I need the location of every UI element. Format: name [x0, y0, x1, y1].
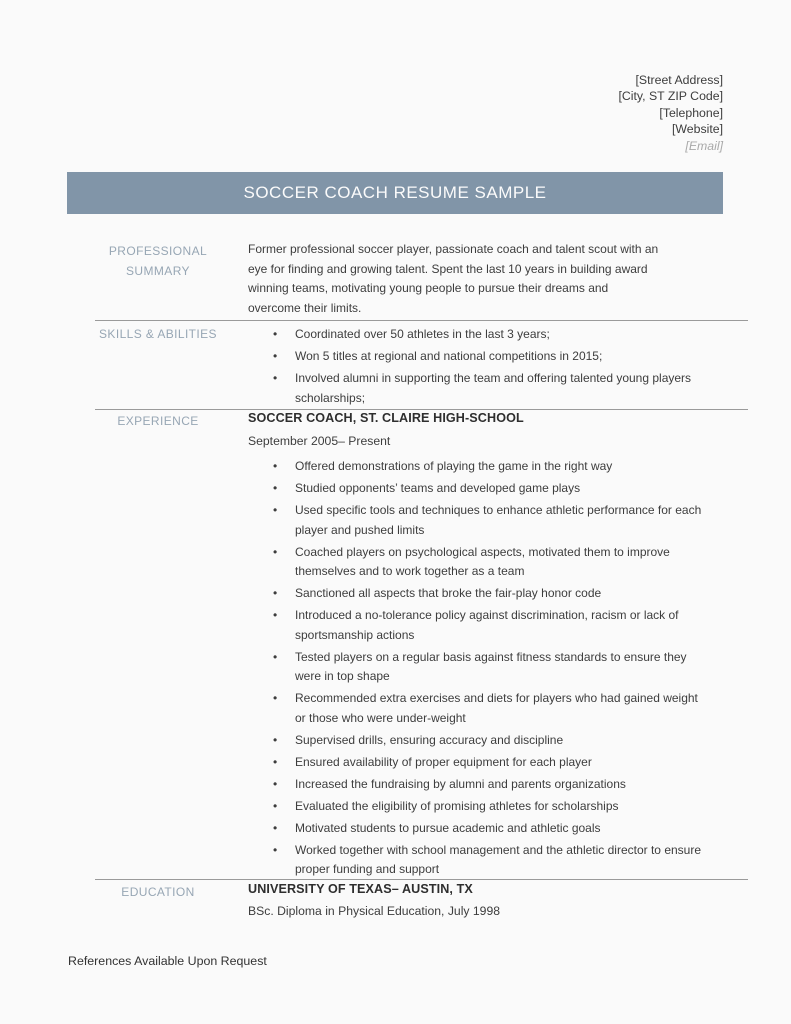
section-label-education	[97, 882, 219, 902]
experience-bullet: • Increased the fundraising by alumni and parents organizations	[248, 775, 703, 795]
contact-street: [Street Address]	[635, 73, 723, 87]
label-experience: EXPERIENCE	[117, 414, 199, 428]
divider-experience	[95, 409, 748, 410]
divider-skills	[95, 320, 748, 321]
references-note: References Available Upon Request	[68, 954, 267, 968]
contact-website: [Website]	[671, 122, 723, 137]
experience-bullet: • Introduced a no-tolerance policy against discrimination, racism or lack of sportsmanship actions	[248, 606, 703, 645]
section-label-professional-summary	[97, 241, 219, 281]
experience-bullet: • Evaluated the eligibility of promising athletes for scholarships	[248, 797, 703, 817]
job-dates: September 2005– Present	[248, 434, 391, 448]
contact-city: [City, ST ZIP Code]	[618, 89, 723, 104]
experience-bullet-list	[248, 457, 703, 880]
experience-bullet: • Used specific tools and techniques to enhance athletic performance for each player and pushed limits	[248, 501, 703, 540]
label-professional: PROFESSIONAL	[108, 244, 208, 258]
experience-bullet: • Offered demonstrations of playing the game in the right way	[248, 457, 703, 477]
title-banner	[67, 172, 723, 214]
skills-bullet-list	[248, 325, 703, 408]
experience-bullet: • Worked together with school management and the athletic director to ensure proper funding and support	[248, 841, 703, 880]
label-summary: SUMMARY	[126, 264, 190, 278]
summary-text: Former professional soccer player, passionate coach and talent scout with an eye for finding and growing talent. Spent the last 10 years in building award winning teams, motivating young people to pursue their dreams and overcome their limits.	[248, 242, 659, 315]
contact-telephone: [Telephone]	[659, 105, 723, 120]
experience-content	[248, 411, 702, 882]
experience-bullet: • Coached players on psychological aspects, motivated them to improve themselves and to work together as a team	[248, 543, 703, 582]
education-content	[248, 882, 660, 918]
job-title: SOCCER COACH, ST. CLAIRE HIGH-SCHOOL	[248, 411, 524, 425]
section-label-skills	[97, 324, 219, 344]
skills-bullet: • Won 5 titles at regional and national competitions in 2015;	[248, 347, 703, 367]
section-label-experience	[97, 411, 219, 431]
school-name: UNIVERSITY OF TEXAS– AUSTIN, TX	[248, 882, 473, 896]
label-skills-abilities: SKILLS & ABILITIES	[99, 327, 217, 341]
divider-education	[95, 879, 748, 880]
experience-bullet: • Studied opponents’ teams and developed game plays	[248, 479, 703, 499]
experience-bullet: • Ensured availability of proper equipment for each player	[248, 753, 703, 773]
skills-bullet: • Involved alumni in supporting the team and offering talented young players scholarships;	[248, 369, 703, 408]
contact-email: [Email]	[685, 138, 723, 153]
skills-bullet: • Coordinated over 50 athletes in the last 3 years;	[248, 325, 703, 345]
degree: BSc. Diploma in Physical Education, July 1998	[248, 904, 501, 918]
experience-bullet: • Motivated students to pursue academic and athletic goals	[248, 819, 703, 839]
experience-bullet: • Tested players on a regular basis against fitness standards to ensure they were in top shape	[248, 648, 703, 687]
summary-content	[248, 240, 660, 318]
page-title: SOCCER COACH RESUME SAMPLE	[243, 183, 547, 202]
experience-bullet: • Sanctioned all aspects that broke the fair-play honor code	[248, 584, 703, 604]
label-education: EDUCATION	[121, 885, 195, 899]
contact-block	[618, 72, 723, 154]
experience-bullet: • Supervised drills, ensuring accuracy and discipline	[248, 731, 703, 751]
skills-content	[248, 325, 692, 411]
experience-bullet: • Recommended extra exercises and diets for players who had gained weight or those who were under-weight	[248, 689, 703, 728]
